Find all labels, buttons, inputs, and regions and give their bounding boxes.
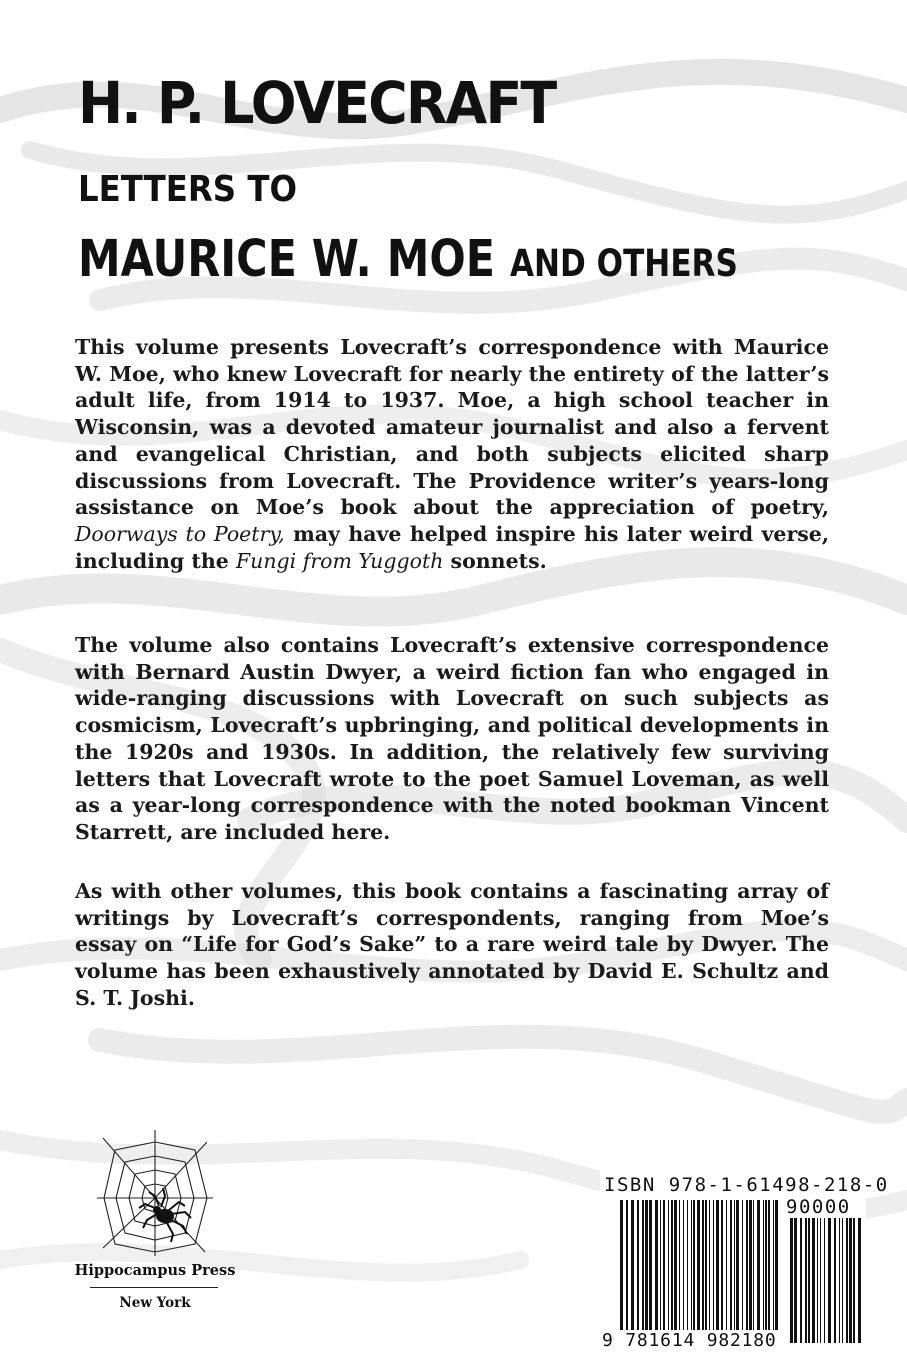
barcode-bar xyxy=(763,1200,764,1330)
title-tail: AND OTHERS xyxy=(509,242,738,285)
barcode-bar xyxy=(655,1200,658,1330)
barcode-bar xyxy=(842,1218,843,1343)
title-main: MAURICE W. MOE xyxy=(78,230,496,289)
barcode-bar xyxy=(671,1200,673,1330)
barcode-bar xyxy=(734,1200,735,1330)
ean-barcode xyxy=(620,1200,780,1330)
barcode-bar xyxy=(691,1200,692,1330)
blurb-paragraph-3: As with other volumes, this book contains a fascinating array of writings by Lovecraft’s correspondents, ranging from Moe’s essay on “Life for God’s Sake” to a rare weird tale by Dwyer. The volume has been exhaustively annotated by David E. Schultz and S. T. Joshi. xyxy=(75,879,829,1010)
barcode-bar xyxy=(637,1200,639,1330)
spider-web-icon xyxy=(95,1128,215,1258)
blurb-paragraph-2: The volume also contains Lovecraft’s extensive correspondence with Bernard Austin Dwyer, a weird fiction fan who engaged in wide-ranging discussions with Lovecraft on such subjects as cosmicism, Lovecraft’s upbringing, and political developments in the 1920s and 1930s. In addition, the relatively few surviving letters that Lovecraft wrote to the poet Samuel Loveman, as well as a year-long correspondence with the noted bookman Vincent Starrett, are included here. xyxy=(75,633,829,844)
barcode-bar xyxy=(642,1200,644,1330)
isbn-label: ISBN 978-1-61498-218-0 xyxy=(604,1174,889,1196)
barcode-bar xyxy=(742,1200,743,1330)
barcode-bar xyxy=(749,1200,752,1330)
barcode-bar xyxy=(631,1200,634,1330)
barcode-bar xyxy=(839,1218,840,1343)
barcode-bar xyxy=(824,1218,825,1343)
barcode-bar xyxy=(746,1200,748,1330)
price-barcode xyxy=(790,1218,862,1343)
barcode-bar xyxy=(817,1218,818,1343)
publisher-city: New York xyxy=(119,1295,191,1311)
barcode-bar xyxy=(716,1200,719,1330)
ean-digits: 9 781614 982180 xyxy=(602,1330,777,1351)
barcode-bar xyxy=(736,1200,739,1330)
book-title-fungi: Fungi from Yuggoth xyxy=(235,548,444,573)
p1-text-c: sonnets. xyxy=(443,548,547,573)
p1-text-a: This volume presents Lovecraft’s correspondence with Maurice W. Moe, who knew Lovecraft for nearly the entirety of the latter’s adult life, from 1914 to 1937. Moe, a high school teacher in Wisconsin, was a devoted amateur journalist and also a fervent and evangelical Christian, and both subjects elicited sharp discussions from Lovecraft. The Providence writer’s years-long assistance on Moe’s book about the appreciation of poetry, xyxy=(75,335,829,520)
barcode-bar xyxy=(800,1218,802,1343)
publisher-divider xyxy=(90,1287,218,1288)
barcode-bar xyxy=(702,1200,704,1330)
barcode-bar xyxy=(768,1200,770,1330)
barcode-bar xyxy=(713,1200,714,1330)
barcode-bar xyxy=(820,1218,821,1343)
barcode-bar xyxy=(757,1200,760,1330)
barcode-bar xyxy=(660,1200,661,1330)
publisher-name: Hippocampus Press xyxy=(74,1262,236,1279)
barcode-bar xyxy=(697,1200,700,1330)
barcode-bar xyxy=(663,1200,665,1330)
barcode-bar xyxy=(773,1200,774,1330)
barcode-bar xyxy=(620,1200,623,1330)
barcode-bar xyxy=(709,1200,710,1330)
title-line-2 xyxy=(78,228,738,296)
barcode-bar xyxy=(687,1200,688,1330)
barcode-bar xyxy=(753,1200,754,1330)
barcode-bar xyxy=(828,1218,831,1343)
p1-text-b: may have helped inspire his later weird verse, including the xyxy=(75,521,829,573)
barcode-bar xyxy=(730,1200,732,1330)
barcode-bar xyxy=(726,1200,727,1330)
barcode-bar xyxy=(834,1218,836,1343)
barcode-bar xyxy=(705,1200,707,1330)
blurb-paragraph-1 xyxy=(75,334,829,574)
barcode-bar xyxy=(775,1200,778,1330)
barcode-bar xyxy=(805,1218,807,1343)
title-line-1: LETTERS TO xyxy=(78,169,298,210)
barcode-bar xyxy=(674,1200,677,1330)
barcode-bar xyxy=(626,1200,628,1330)
barcode-bar xyxy=(645,1200,648,1330)
barcode-bar xyxy=(765,1200,767,1330)
author-name: H. P. LOVECRAFT xyxy=(78,69,556,137)
barcode-bar xyxy=(808,1218,810,1343)
barcode-bar xyxy=(683,1200,684,1330)
barcode-bar xyxy=(812,1218,815,1343)
barcode-bar xyxy=(853,1218,855,1343)
barcode-bar xyxy=(679,1200,680,1330)
barcode-bar xyxy=(693,1200,695,1330)
barcode-bar xyxy=(846,1218,848,1343)
barcode-bar xyxy=(721,1200,723,1330)
price-code: 90000 xyxy=(786,1196,851,1218)
barcode-bar xyxy=(794,1218,797,1343)
barcode-bar xyxy=(790,1218,793,1343)
book-title-doorways: Doorways to Poetry, xyxy=(75,521,285,546)
barcode-bar xyxy=(649,1200,652,1330)
barcode-bar xyxy=(858,1218,861,1343)
barcode-bar xyxy=(849,1218,852,1343)
barcode-bar xyxy=(668,1200,669,1330)
